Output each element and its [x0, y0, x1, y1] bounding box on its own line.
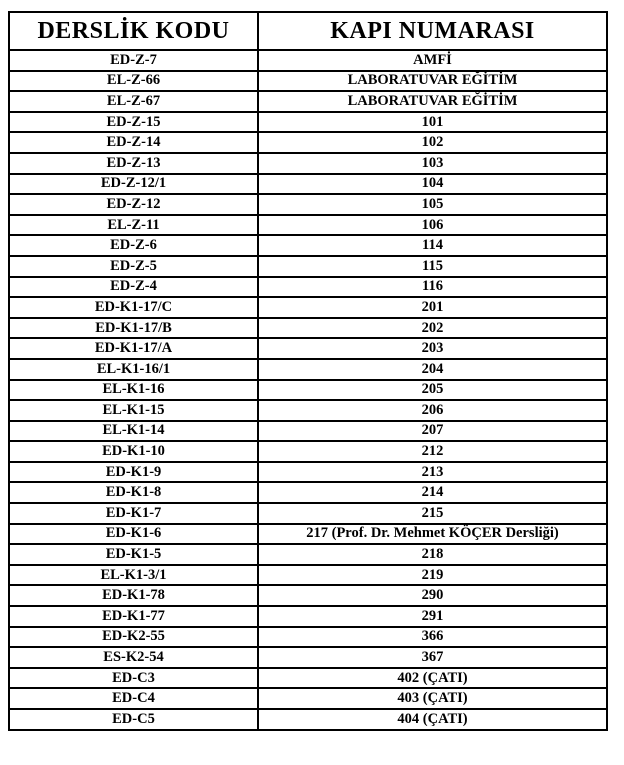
- table-row: [9, 606, 607, 627]
- derslik-kodu-cell: ED-K1-17/A: [9, 338, 258, 359]
- table-row: [9, 688, 607, 709]
- derslik-kodu-cell: ED-Z-12/1: [9, 174, 258, 195]
- kapi-numarasi-cell: 103: [258, 153, 607, 174]
- derslik-kodu-cell: EL-K1-15: [9, 400, 258, 421]
- kapi-numarasi-cell: 367: [258, 647, 607, 668]
- kapi-numarasi-cell: 206: [258, 400, 607, 421]
- kapi-numarasi-cell: 214: [258, 482, 607, 503]
- table-row: [9, 647, 607, 668]
- derslik-kodu-cell: ED-C4: [9, 688, 258, 709]
- derslik-kodu-cell: ED-K1-17/C: [9, 297, 258, 318]
- derslik-kodu-cell: EL-Z-67: [9, 91, 258, 112]
- derslik-kodu-cell: ED-K2-55: [9, 627, 258, 648]
- derslik-kodu-cell: ED-Z-7: [9, 50, 258, 71]
- table-row: [9, 91, 607, 112]
- kapi-numarasi-cell: 203: [258, 338, 607, 359]
- table-row: [9, 174, 607, 195]
- table-row: [9, 318, 607, 339]
- derslik-kodu-cell: ED-K1-78: [9, 585, 258, 606]
- kapi-numarasi-cell: 212: [258, 441, 607, 462]
- derslik-kodu-cell: EL-K1-3/1: [9, 565, 258, 586]
- table-row: [9, 132, 607, 153]
- kapi-numarasi-cell: 116: [258, 277, 607, 298]
- kapi-numarasi-cell: 104: [258, 174, 607, 195]
- table-row: [9, 71, 607, 92]
- kapi-numarasi-cell: 366: [258, 627, 607, 648]
- table-row: [9, 400, 607, 421]
- table-row: [9, 153, 607, 174]
- derslik-kodu-cell: ED-Z-14: [9, 132, 258, 153]
- derslik-kodu-cell: EL-K1-16: [9, 380, 258, 401]
- table-row: [9, 50, 607, 71]
- kapi-numarasi-cell: 404 (ÇATI): [258, 709, 607, 730]
- kapi-numarasi-cell: 213: [258, 462, 607, 483]
- derslik-kodu-cell: EL-Z-11: [9, 215, 258, 236]
- table-row: [9, 194, 607, 215]
- derslik-kodu-cell: ED-C5: [9, 709, 258, 730]
- table-body: [9, 50, 607, 730]
- kapi-numarasi-cell: 217 (Prof. Dr. Mehmet KÖÇER Dersliği): [258, 524, 607, 545]
- kapi-numarasi-cell: 290: [258, 585, 607, 606]
- derslik-kodu-cell: ED-K1-8: [9, 482, 258, 503]
- table-row: [9, 565, 607, 586]
- kapi-numarasi-cell: 403 (ÇATI): [258, 688, 607, 709]
- table-row: [9, 441, 607, 462]
- kapi-numarasi-cell: 219: [258, 565, 607, 586]
- kapi-numarasi-cell: 205: [258, 380, 607, 401]
- classroom-door-table: [8, 11, 608, 731]
- table-row: [9, 524, 607, 545]
- kapi-numarasi-cell: 201: [258, 297, 607, 318]
- derslik-kodu-cell: ED-C3: [9, 668, 258, 689]
- kapi-numarasi-cell: 402 (ÇATI): [258, 668, 607, 689]
- kapi-numarasi-cell: 106: [258, 215, 607, 236]
- table-row: [9, 503, 607, 524]
- kapi-numarasi-cell: AMFİ: [258, 50, 607, 71]
- table-row: [9, 215, 607, 236]
- table-row: [9, 235, 607, 256]
- derslik-kodu-cell: ED-Z-15: [9, 112, 258, 133]
- kapi-numarasi-cell: 218: [258, 544, 607, 565]
- table-row: [9, 297, 607, 318]
- kapi-numarasi-cell: LABORATUVAR EĞİTİM: [258, 91, 607, 112]
- derslik-kodu-cell: ED-Z-13: [9, 153, 258, 174]
- table-row: [9, 544, 607, 565]
- kapi-numarasi-cell: 101: [258, 112, 607, 133]
- derslik-kodu-cell: EL-Z-66: [9, 71, 258, 92]
- table-row: [9, 359, 607, 380]
- derslik-kodu-cell: ED-K1-77: [9, 606, 258, 627]
- derslik-kodu-cell: ED-K1-6: [9, 524, 258, 545]
- derslik-kodu-cell: ED-K1-7: [9, 503, 258, 524]
- header-row: [9, 12, 607, 50]
- table-row: [9, 338, 607, 359]
- table-row: [9, 668, 607, 689]
- derslik-kodu-cell: ED-Z-6: [9, 235, 258, 256]
- derslik-kodu-cell: ES-K2-54: [9, 647, 258, 668]
- kapi-numarasi-cell: 115: [258, 256, 607, 277]
- header-kapi-numarasi: KAPI NUMARASI: [258, 12, 607, 50]
- table-row: [9, 277, 607, 298]
- kapi-numarasi-cell: 102: [258, 132, 607, 153]
- table-row: [9, 482, 607, 503]
- table-row: [9, 256, 607, 277]
- kapi-numarasi-cell: 202: [258, 318, 607, 339]
- table-row: [9, 627, 607, 648]
- table-row: [9, 585, 607, 606]
- derslik-kodu-cell: EL-K1-16/1: [9, 359, 258, 380]
- kapi-numarasi-cell: 215: [258, 503, 607, 524]
- table-row: [9, 462, 607, 483]
- table-row: [9, 380, 607, 401]
- table-row: [9, 421, 607, 442]
- derslik-kodu-cell: ED-K1-9: [9, 462, 258, 483]
- kapi-numarasi-cell: 207: [258, 421, 607, 442]
- kapi-numarasi-cell: 105: [258, 194, 607, 215]
- table-row: [9, 112, 607, 133]
- derslik-kodu-cell: ED-K1-5: [9, 544, 258, 565]
- kapi-numarasi-cell: 291: [258, 606, 607, 627]
- derslik-kodu-cell: ED-K1-17/B: [9, 318, 258, 339]
- header-derslik-kodu: DERSLİK KODU: [9, 12, 258, 50]
- derslik-kodu-cell: ED-Z-4: [9, 277, 258, 298]
- kapi-numarasi-cell: 204: [258, 359, 607, 380]
- derslik-kodu-cell: ED-K1-10: [9, 441, 258, 462]
- table-row: [9, 709, 607, 730]
- kapi-numarasi-cell: 114: [258, 235, 607, 256]
- derslik-kodu-cell: ED-Z-5: [9, 256, 258, 277]
- table-header: [9, 12, 607, 50]
- kapi-numarasi-cell: LABORATUVAR EĞİTİM: [258, 71, 607, 92]
- derslik-kodu-cell: ED-Z-12: [9, 194, 258, 215]
- derslik-kodu-cell: EL-K1-14: [9, 421, 258, 442]
